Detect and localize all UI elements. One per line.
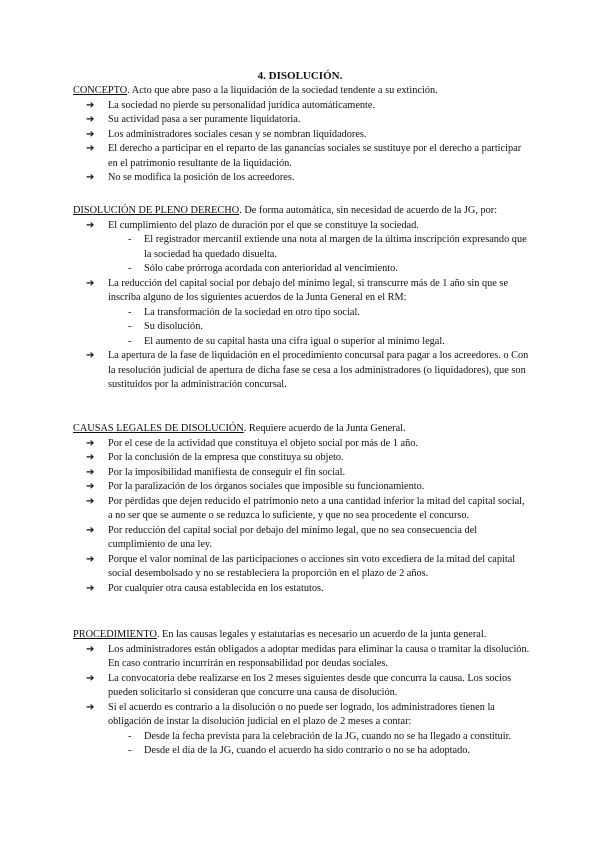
sub-list-item: - Su disolución. (73, 320, 530, 335)
list-item: ➔ Por la imposibilidad manifiesta de conseguir el fin social. (73, 466, 530, 481)
list-item: ➔ Por el cese de la actividad que constituya el objeto social por más de 1 año. (73, 437, 530, 452)
list-item: ➔ Los administradores sociales cesan y se nombran liquidadores. (73, 128, 530, 143)
list-item: ➔ La sociedad no pierde su personalidad jurídica automáticamente. (73, 99, 530, 114)
list-item: ➔ La apertura de la fase de liquidación en el procedimiento concursal para pagar a los acreedores. o Con la resolución judicial de apertura de dicha fase se cesa a los administradores (o liquidadores), que son sustituidos por la administración concursal. (73, 349, 530, 393)
list-item (73, 277, 530, 350)
list-item: ➔ La convocatoria debe realizarse en los 2 meses siguientes desde que concurra la causa. Los socios pueden solicitarlo si consideran que concurre una causa de disolución. (73, 672, 530, 701)
pleno-heading (73, 204, 530, 219)
list-item: ➔ Por pérdidas que dejen reducido el patrimonio neto a una cantidad inferior la mitad del capital social, a no ser que se aumente o se reduzca lo suficiente, y que no sea procedente el concurso. (73, 495, 530, 524)
concepto-heading (73, 84, 530, 99)
sub-list-item: - El aumento de su capital hasta una cifra igual o superior al mínimo legal. (73, 335, 530, 350)
list-item: ➔ El derecho a participar en el reparto de las ganancias sociales se sustituye por el derecho a participar en el patrimonio resultante de la liquidación. (73, 142, 530, 171)
concepto-term: CONCEPTO (73, 85, 128, 96)
procedimiento-list (73, 643, 530, 759)
procedimiento-text: . En las causas legales y estatutarias es necesario un acuerdo de la junta general. (156, 629, 487, 640)
pleno-sublist-2 (73, 306, 530, 350)
pleno-item-text: La reducción del capital social por debajo del mínimo legal, si transcurre más de 1 año sin que se inscriba alguno de los siguientes acuerdos de la Junta General en el RM: (108, 277, 509, 303)
sub-list-item: - La transformación de la sociedad en otro tipo social. (73, 306, 530, 321)
causas-term: CAUSAS LEGALES DE DISOLUCIÓN (73, 423, 244, 434)
list-item: ➔ Porque el valor nominal de las participaciones o acciones sin voto excediera de la mitad del capital social desembolsado y no se restableciera la proporción en el plazo de 2 años. (73, 553, 530, 582)
pleno-list (73, 219, 530, 393)
list-item: ➔ Por la paralización de los órganos sociales que imposible su funcionamiento. (73, 480, 530, 495)
sub-list-item: - Desde el día de la JG, cuando el acuerdo ha sido contrario o no se ha adoptado. (73, 744, 530, 759)
section-procedimiento (73, 628, 530, 759)
pleno-item-text: El cumplimiento del plazo de duración por el que se constituye la sociedad. (108, 219, 419, 231)
procedimiento-term: PROCEDIMIENTO (73, 629, 157, 640)
sub-list-item: - Sólo cabe prórroga acordada con anterioridad al vencimiento. (73, 262, 530, 277)
pleno-text: . De forma automática, sin necesidad de acuerdo de la JG, por: (239, 205, 498, 216)
document-title: 4. DISOLUCIÓN. (257, 70, 343, 82)
causas-list (73, 437, 530, 597)
causas-text: . Requiere acuerdo de la Junta General. (243, 423, 406, 434)
section-pleno-derecho (73, 204, 530, 393)
section-causas-legales (73, 422, 530, 596)
procedimiento-item-text: Si el acuerdo es contrario a la disolución o no puede ser logrado, los administradores tienen la obligación de instar la disolución judicial en el plazo de 2 meses a contar: (108, 701, 495, 727)
procedimiento-heading (73, 628, 530, 643)
list-item: ➔ Por cualquier otra causa establecida en los estatutos. (73, 582, 530, 597)
concepto-list (73, 99, 530, 186)
sub-list-item: - Desde la fecha prevista para la celebración de la JG, cuando no se ha llegado a constituir. (73, 730, 530, 745)
concepto-text: . Acto que abre paso a la liquidación de la sociedad tendente a su extinción. (127, 85, 438, 96)
procedimiento-sublist (73, 730, 530, 759)
list-item: ➔ Por la conclusión de la empresa que constituya su objeto. (73, 451, 530, 466)
list-item: ➔ Por reducción del capital social por debajo del mínimo legal, que no sea consecuencia del cumplimiento de una ley. (73, 524, 530, 553)
list-item (73, 701, 530, 759)
list-item: ➔ Los administradores están obligados a adoptar medidas para eliminar la causa o tramitar la disolución. En caso contrario incurrirán en responsabilidad por deudas sociales. (73, 643, 530, 672)
list-item (73, 219, 530, 277)
section-concepto (73, 84, 530, 186)
causas-heading (73, 422, 530, 437)
pleno-sublist-1 (73, 233, 530, 277)
list-item: ➔ No se modifica la posición de los acreedores. (73, 171, 530, 186)
list-item: ➔ Su actividad pasa a ser puramente liquidatoria. (73, 113, 530, 128)
pleno-term: DISOLUCIÓN DE PLENO DERECHO (73, 205, 240, 216)
sub-list-item: - El registrador mercantil extiende una nota al margen de la última inscripción expresando que la sociedad ha quedado disuelta. (73, 233, 530, 262)
